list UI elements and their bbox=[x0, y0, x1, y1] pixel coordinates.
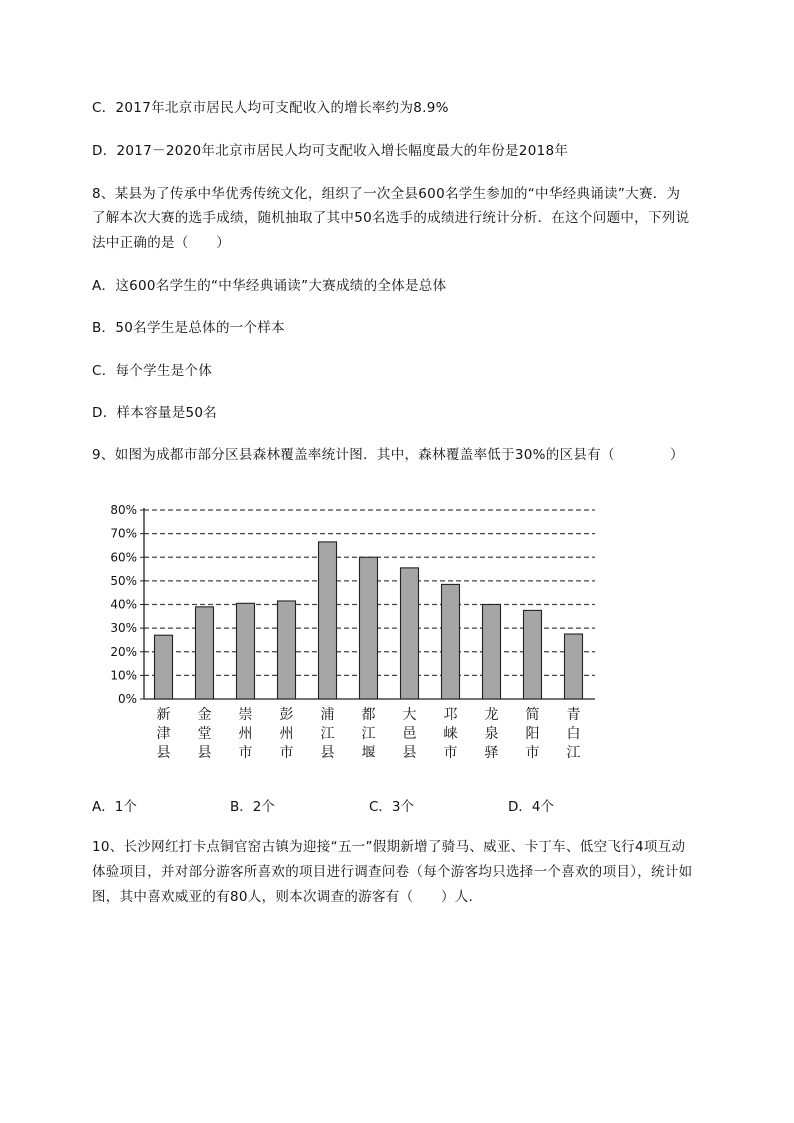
bar bbox=[524, 610, 542, 699]
question-10-line-1: 10、长沙网红打卡点铜官窑古镇为迎接“五一”假期新增了骑马、威亚、卡丁车、低空飞行4项互动 bbox=[92, 839, 686, 855]
question-8-option-a: A．这600名学生的“中华经典诵读”大赛成绩的全体是总体 bbox=[92, 278, 447, 294]
x-category-label-char: 泉 bbox=[484, 726, 499, 742]
x-category-label-char: 驿 bbox=[484, 745, 499, 761]
x-category-label-char: 大 bbox=[402, 707, 417, 723]
question-8-line-3: 法中正确的是（ ） bbox=[92, 235, 230, 251]
question-8-option-c: C．每个学生是个体 bbox=[92, 363, 213, 379]
bar bbox=[442, 584, 460, 699]
question-9-option-d: D．4个 bbox=[508, 799, 554, 815]
y-tick-label: 70% bbox=[110, 526, 137, 541]
x-category-label-char: 彭 bbox=[279, 707, 294, 723]
y-tick-label: 0% bbox=[117, 692, 137, 706]
question-9-stem: 9、如图为成都市部分区县森林覆盖率统计图．其中，森林覆盖率低于30%的区县有（ ） bbox=[92, 447, 684, 463]
question-8-option-d: D．样本容量是50名 bbox=[92, 405, 218, 421]
question-8-option-b: B．50名学生是总体的一个样本 bbox=[92, 320, 285, 336]
bar bbox=[319, 542, 337, 699]
forest-coverage-bar-chart bbox=[100, 498, 620, 768]
question-9-option-b: B．2个 bbox=[230, 799, 275, 815]
bar bbox=[565, 634, 583, 699]
x-category-label-char: 市 bbox=[443, 745, 458, 761]
bar bbox=[360, 557, 378, 699]
bar bbox=[237, 603, 255, 699]
x-category-label-char: 市 bbox=[238, 745, 253, 761]
x-category-label-char: 县 bbox=[402, 745, 417, 761]
y-tick-label: 80% bbox=[110, 503, 137, 517]
x-category-label-char: 州 bbox=[279, 726, 294, 742]
x-category-label-char: 阳 bbox=[525, 726, 540, 742]
x-category-label-char: 金 bbox=[197, 707, 212, 723]
bar bbox=[401, 568, 419, 699]
x-category-label-char: 邛 bbox=[443, 707, 458, 723]
y-tick-label: 10% bbox=[110, 668, 137, 683]
option-d-previous: D．2017－2020年北京市居民人均可支配收入增长幅度最大的年份是2018年 bbox=[92, 143, 569, 159]
y-tick-label: 40% bbox=[110, 597, 137, 612]
x-category-label-char: 江 bbox=[566, 745, 581, 761]
x-category-label-char: 都 bbox=[361, 707, 376, 723]
question-10-line-3: 图，其中喜欢威亚的有80人，则本次调查的游客有（ ）人． bbox=[92, 889, 483, 905]
y-tick-label: 50% bbox=[110, 573, 137, 588]
x-category-label-char: 市 bbox=[279, 745, 294, 761]
x-category-label-char: 县 bbox=[156, 745, 171, 761]
x-category-label-char: 邑 bbox=[402, 726, 417, 742]
y-tick-label: 60% bbox=[110, 550, 137, 565]
y-tick-label: 30% bbox=[110, 621, 137, 636]
x-category-label-char: 江 bbox=[320, 726, 335, 742]
x-category-label-char: 堰 bbox=[361, 745, 376, 761]
x-category-label-char: 龙 bbox=[484, 707, 499, 723]
question-8-line-2: 了解本次大赛的选手成绩，随机抽取了其中50名选手的成绩进行统计分析．在这个问题中，下列说 bbox=[92, 210, 690, 226]
bar bbox=[483, 605, 501, 700]
x-category-label-char: 浦 bbox=[320, 707, 335, 723]
x-category-label-char: 崃 bbox=[443, 726, 458, 742]
bar bbox=[196, 607, 214, 699]
x-category-label-char: 白 bbox=[566, 726, 581, 742]
question-8-line-1: 8、某县为了传承中华优秀传统文化，组织了一次全县600名学生参加的“中华经典诵读”大赛．为 bbox=[92, 186, 681, 202]
bar bbox=[155, 635, 173, 699]
x-category-label-char: 县 bbox=[197, 745, 212, 761]
option-c-previous: C．2017年北京市居民人均可支配收入的增长率约为8.9% bbox=[92, 100, 449, 116]
x-category-label-char: 县 bbox=[320, 745, 335, 761]
question-9-option-a: A．1个 bbox=[92, 799, 137, 815]
bar bbox=[278, 601, 296, 699]
x-category-label-char: 州 bbox=[238, 726, 253, 742]
x-category-label-char: 津 bbox=[156, 726, 171, 742]
x-category-label-char: 江 bbox=[361, 726, 376, 742]
x-category-label-char: 新 bbox=[156, 707, 171, 723]
x-category-label-char: 堂 bbox=[197, 726, 212, 742]
x-category-label-char: 市 bbox=[525, 745, 540, 761]
x-category-label-char: 简 bbox=[525, 707, 540, 723]
question-10-line-2: 体验项目，并对部分游客所喜欢的项目进行调查问卷（每个游客均只选择一个喜欢的项目），统计如 bbox=[92, 864, 693, 880]
x-category-label-char: 崇 bbox=[238, 707, 253, 723]
x-category-label-char: 青 bbox=[566, 707, 581, 723]
y-tick-label: 20% bbox=[110, 644, 137, 659]
question-9-option-c: C．3个 bbox=[369, 799, 415, 815]
